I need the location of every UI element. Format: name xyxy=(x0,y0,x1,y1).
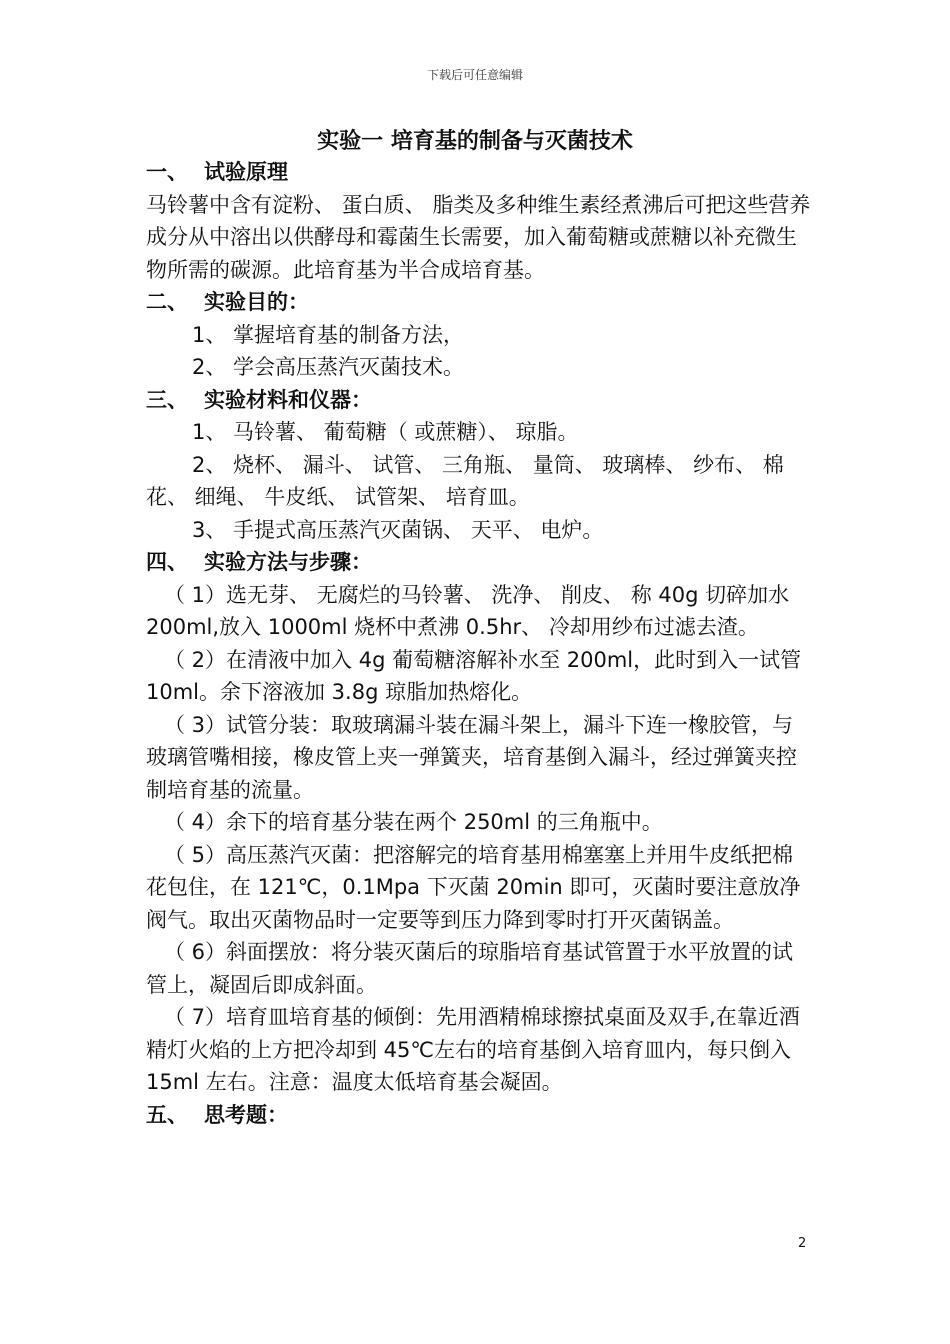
section-number: 三、 xyxy=(146,387,188,412)
section-heading-purpose xyxy=(146,286,814,319)
section-title: 实验目的： xyxy=(204,290,309,314)
method-step-6: （ 6）斜面摆放：将分装灭菌后的琼脂培育基试管置于水平放置的试管上，凝固后即成斜面。 xyxy=(146,940,794,997)
document-body xyxy=(146,156,814,1131)
section-title: 实验方法与步骤： xyxy=(204,550,372,574)
method-step-7: （ 7）培育皿培育基的倾倒：先用酒精棉球擦拭桌面及双手,在靠近酒精灯火焰的上方把冷却到 45℃左右的培育基倒入培育皿内，每只倒入 15ml 左右。注意：温度太低培育基会凝固。 xyxy=(146,1005,800,1094)
section-heading-questions xyxy=(146,1099,814,1132)
section-number: 二、 xyxy=(146,290,188,314)
section-heading-methods xyxy=(146,546,814,579)
section-number: 五、 xyxy=(146,1102,188,1127)
page-number: 2 xyxy=(798,1236,807,1251)
materials-item xyxy=(146,449,814,514)
page-title: 实验一 培育基的制备与灭菌技术 xyxy=(317,129,633,154)
section-title: 实验材料和仪器： xyxy=(204,387,372,412)
method-step-1: （ 1）选无芽、 无腐烂的马铃薯、 洗净、 削皮、 称 40g 切碎加水 200ml,放入 1000ml 烧杯中煮沸 0.5hr、 冷却用纱布过滤去渣。 xyxy=(146,582,790,639)
materials-item: 3、 手提式高压蒸汽灭菌锅、 天平、 电炉。 xyxy=(192,517,604,542)
section-title: 思考题： xyxy=(204,1102,288,1127)
purpose-item: 1、 掌握培育基的制备方法， xyxy=(192,322,465,347)
principle-paragraph: 马铃薯中含有淀粉、 蛋白质、 脂类及多种维生素经煮沸后可把这些营养成分从中溶出以供酵母和霉菌生长需要，加入葡萄糖或蔗糖以补充微生物所需的碳源。此培育基为半合成培育基。 xyxy=(146,192,811,282)
section-heading-materials xyxy=(146,384,814,417)
method-step-3: （ 3）试管分装：取玻璃漏斗装在漏斗架上，漏斗下连一橡胶管，与玻璃管嘴相接，橡皮管上夹一弹簧夹，培育基倒入漏斗，经过弹簧夹控制培育基的流量。 xyxy=(146,712,797,802)
section-title: 试验原理 xyxy=(204,160,288,184)
section-number: 四、 xyxy=(146,550,188,574)
section-heading-principle xyxy=(146,156,814,189)
section-number: 一、 xyxy=(146,160,188,184)
method-step-4: （ 4）余下的培育基分装在两个 250ml 的三角瓶中。 xyxy=(164,810,663,834)
materials-item: 1、 马铃薯、 葡萄糖（ 或蔗糖）、 琼脂。 xyxy=(192,420,579,444)
materials-item-text: 2、 烧杯、 漏斗、 试管、 三角瓶、 量筒、 玻璃棒、 纱布、 棉花、 细绳、 牛皮纸、 试管架、 培育皿。 xyxy=(146,452,784,509)
method-step-5: （ 5）高压蒸汽灭菌：把溶解完的培育基用棉塞塞上并用牛皮纸把棉花包住，在 121℃，0.1Mpa 下灭菌 20min 即可，灭菌时要注意放净阀气。取出灭菌物品时一定要等到压力降到零时打开灭菌锅盖。 xyxy=(146,842,801,932)
method-step-2: （ 2）在清液中加入 4g 葡萄糖溶解补水至 200ml，此时到入一试管 10ml。余下溶液加 3.8g 琼脂加热熔化。 xyxy=(146,647,802,704)
purpose-item: 2、 学会高压蒸汽灭菌技术。 xyxy=(192,355,465,379)
header-note: 下载后可任意编辑 xyxy=(426,68,523,82)
